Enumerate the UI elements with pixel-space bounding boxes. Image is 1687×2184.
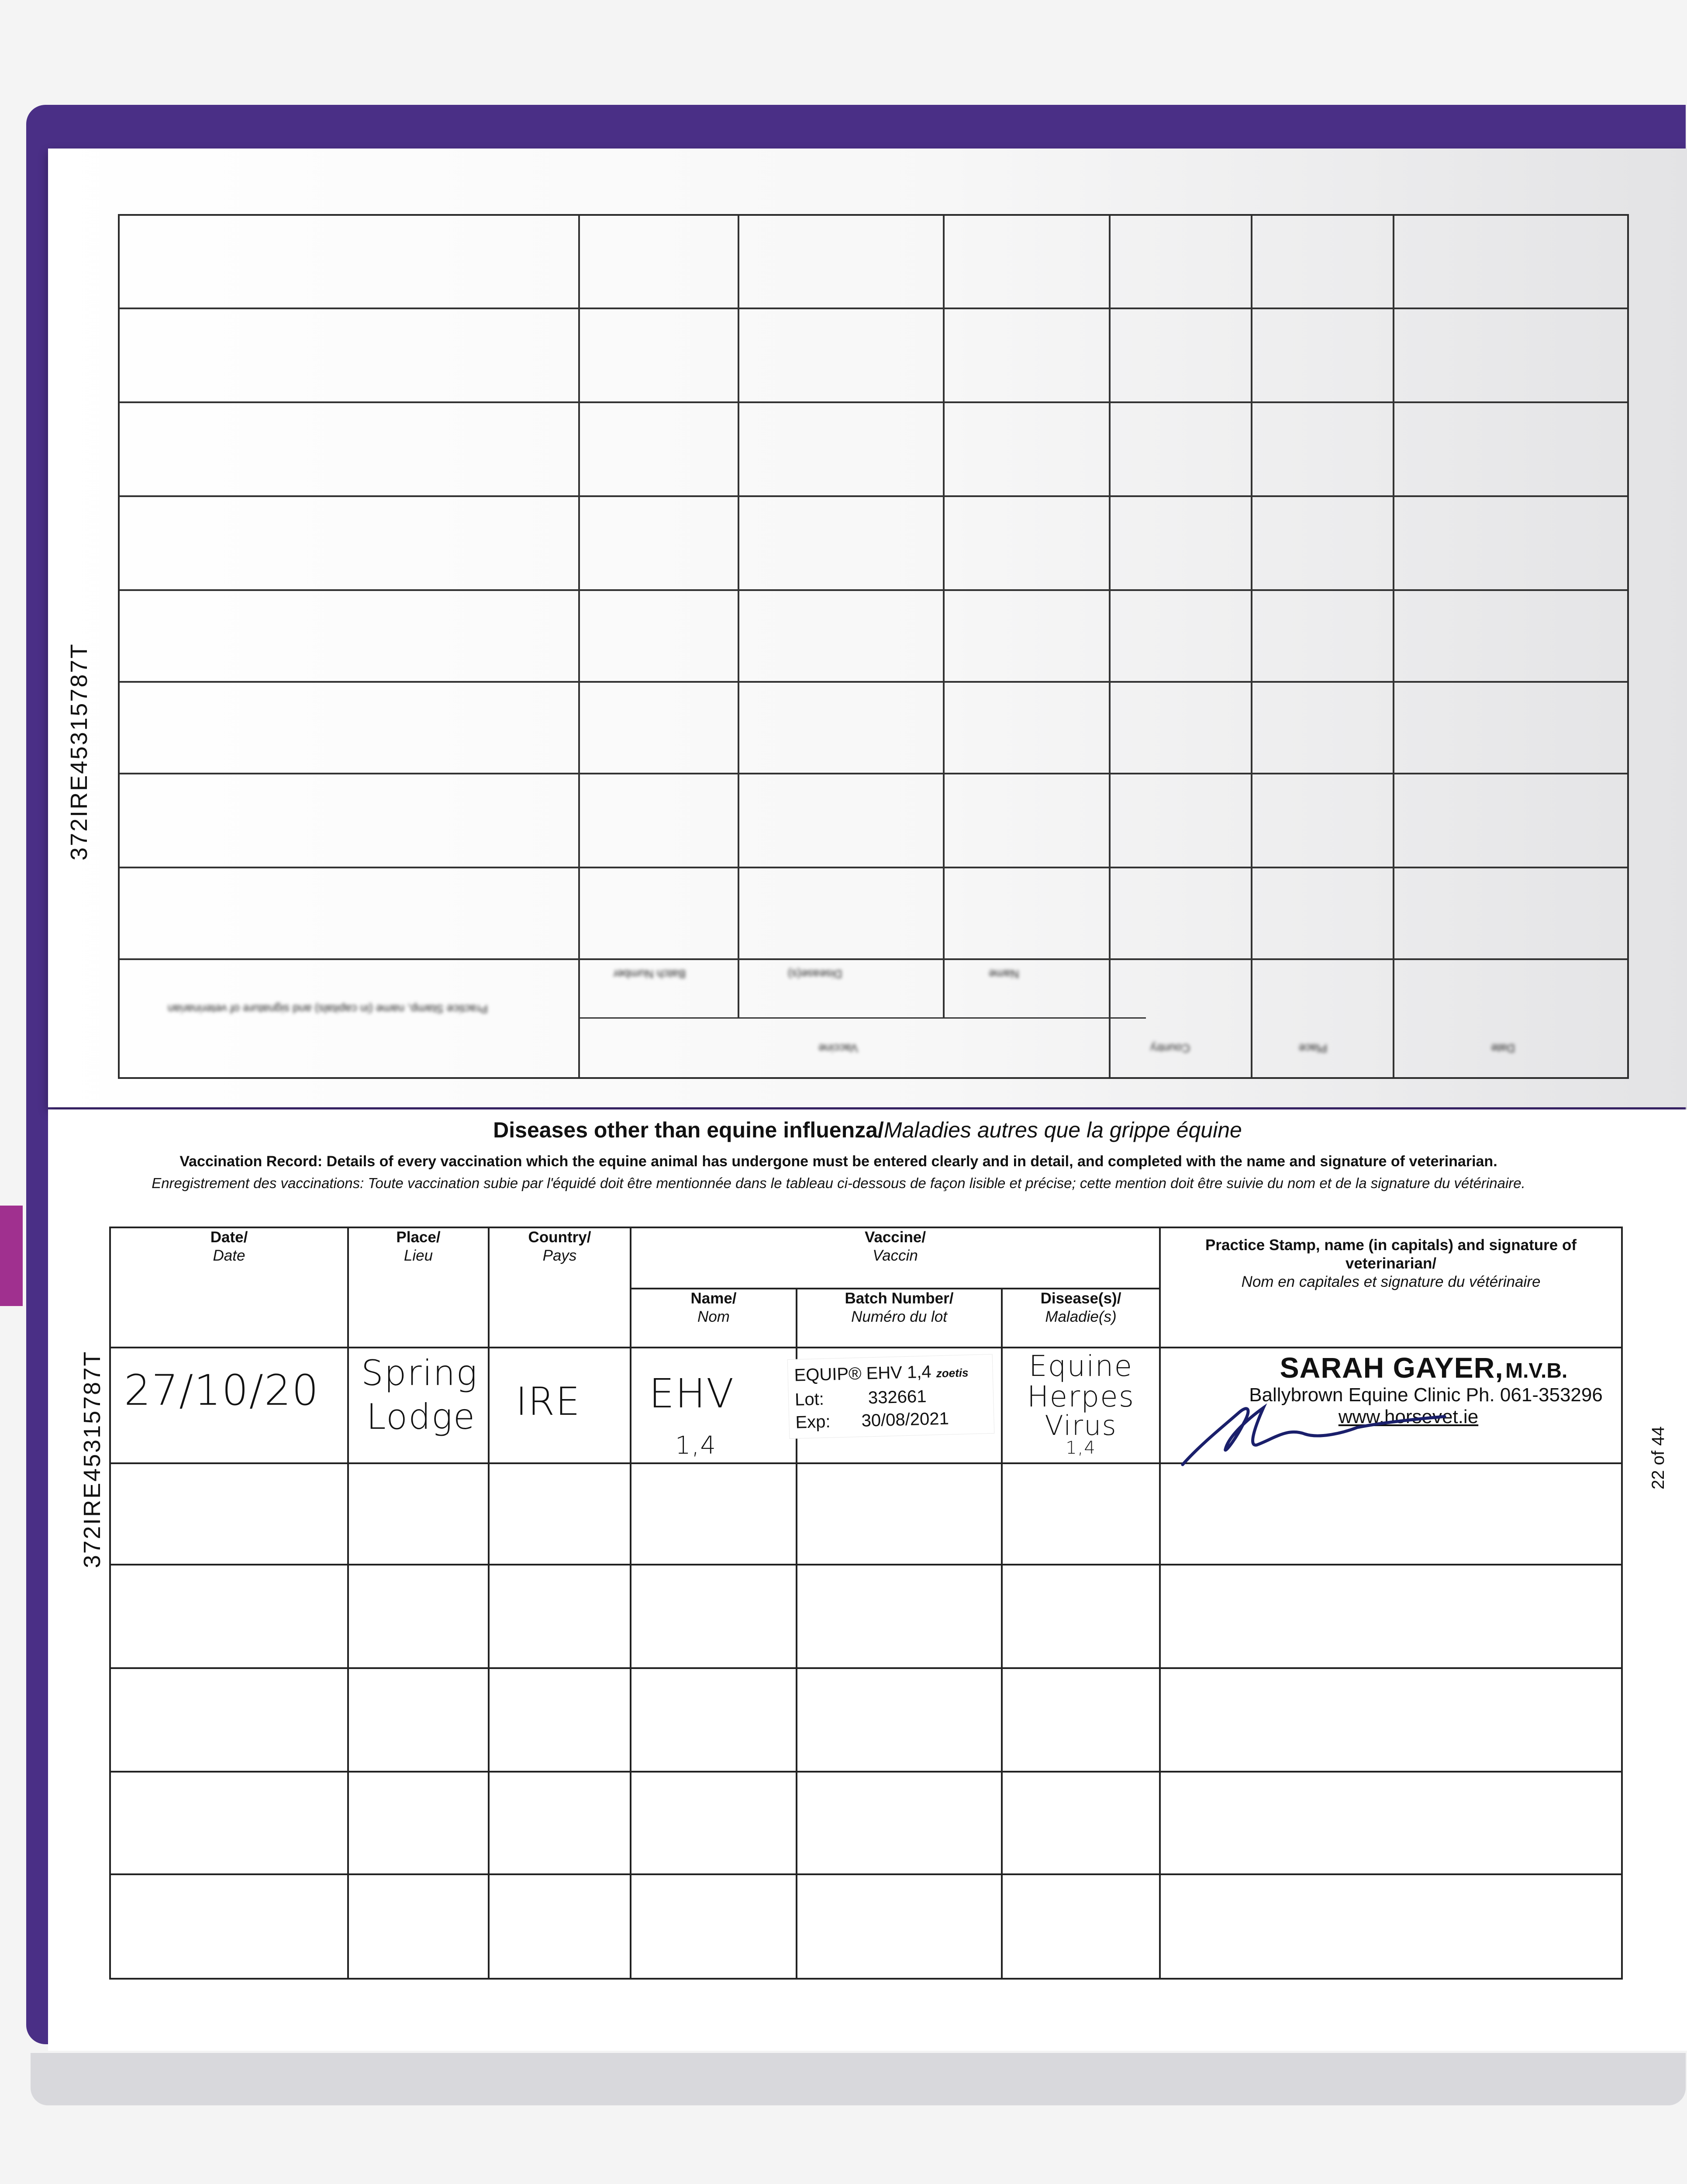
entry-batch-cell bbox=[794, 1348, 1002, 1463]
header-disease: Disease(s)/ Maladie(s) bbox=[1002, 1289, 1160, 1348]
vaccination-note-fr: Enregistrement des vaccinations: Toute vaccination subie par l'équidé doit être mentionnée dans le tableau ci-dessous de façon lisible et précise; cette mention doit être suivie du nom et de la signature du vétérinaire. bbox=[152, 1175, 1525, 1191]
entry-country-cell bbox=[489, 1348, 631, 1463]
entry-disease-line3: Virus bbox=[1045, 1410, 1117, 1441]
entry-place-cell bbox=[348, 1348, 489, 1463]
entry-place-line1: Spring bbox=[361, 1353, 478, 1393]
header-stamp: Practice Stamp, name (in capitals) and signature of veterinarian/ Nom en capitales et signature du vétérinaire bbox=[1160, 1227, 1622, 1348]
entry-place-line2: Lodge bbox=[366, 1396, 476, 1437]
section-title bbox=[48, 1117, 1687, 1143]
bookmark-ribbon bbox=[0, 1206, 23, 1306]
mirrored-header-name: Name bbox=[989, 968, 1019, 981]
zoetis-logo: zoetis bbox=[936, 1366, 969, 1380]
mirrored-header-country: Country bbox=[1150, 1042, 1190, 1055]
top-vaccination-grid bbox=[118, 214, 1629, 1079]
sticker-exp-label: Exp: bbox=[795, 1412, 831, 1432]
header-place: Place/ Lieu bbox=[348, 1227, 489, 1348]
table-row bbox=[110, 1874, 1622, 1979]
entry-country: IRE bbox=[516, 1379, 581, 1424]
batch-label-sticker bbox=[788, 1355, 994, 1438]
entry-vaccine-name-line1: EHV bbox=[649, 1370, 735, 1417]
sticker-exp: 30/08/2021 bbox=[861, 1409, 949, 1431]
sticker-lot: 332661 bbox=[868, 1386, 927, 1408]
entry-stamp-cell bbox=[1160, 1348, 1622, 1463]
mirrored-header-disease: Disease(s) bbox=[788, 968, 842, 981]
entry-disease-line1: Equine bbox=[1028, 1349, 1133, 1383]
passport-id-bottom: 372IRE45315787T bbox=[79, 1350, 105, 1568]
entry-disease-cell bbox=[1002, 1348, 1160, 1463]
vaccination-table bbox=[109, 1227, 1623, 1980]
mirrored-header-date: Date bbox=[1491, 1042, 1515, 1055]
page-number: 22 of 44 bbox=[1649, 1426, 1668, 1489]
vaccination-note-en: Vaccination Record: Details of every vaccination which the equine animal has undergone must be entered clearly and in detail, and completed with the name and signature of veterinarian. bbox=[179, 1153, 1497, 1170]
table-row bbox=[110, 1348, 1622, 1463]
section-title-en: Diseases other than equine influenza/ bbox=[493, 1118, 884, 1142]
entry-disease-line4: 1,4 bbox=[1066, 1438, 1096, 1458]
vet-name: SARAH GAYER, bbox=[1280, 1351, 1504, 1384]
clinic-website: www.horsevet.ie bbox=[1338, 1406, 1479, 1427]
sticker-product: EQUIP® EHV 1,4 bbox=[794, 1362, 932, 1385]
vet-signature bbox=[1174, 1393, 1480, 1469]
mirrored-header-stamp: Practice Stamp, name (in capitals) and signature of veterinarian bbox=[168, 1002, 488, 1016]
vet-title: M.V.B. bbox=[1505, 1359, 1568, 1382]
header-vaccine: Vaccine/ Vaccin bbox=[631, 1227, 1160, 1289]
entry-vaccine-name-line2: 1,4 bbox=[675, 1431, 717, 1460]
header-country: Country/ Pays bbox=[489, 1227, 631, 1348]
table-row bbox=[110, 1565, 1622, 1668]
passport-cover-edge bbox=[31, 2053, 1686, 2105]
header-batch-number: Batch Number/ Numéro du lot bbox=[797, 1289, 1002, 1348]
mirrored-header-batch: Batch Number bbox=[613, 968, 686, 981]
entry-vaccine-name-cell bbox=[631, 1348, 797, 1463]
mirrored-header-vaccine: Vaccine bbox=[818, 1042, 858, 1055]
top-page bbox=[48, 149, 1687, 1107]
entry-date: 27/10/20 bbox=[124, 1366, 320, 1415]
header-date: Date/ Date bbox=[110, 1227, 348, 1348]
section-title-fr: Maladies autres que la grippe équine bbox=[883, 1118, 1242, 1142]
table-row bbox=[110, 1772, 1622, 1874]
mirrored-header-place: Place bbox=[1299, 1042, 1328, 1055]
header-vaccine-name: Name/ Nom bbox=[631, 1289, 797, 1348]
sticker-lot-label: Lot: bbox=[794, 1389, 825, 1410]
table-row bbox=[110, 1668, 1622, 1772]
entry-date-cell bbox=[110, 1348, 348, 1463]
table-row bbox=[110, 1463, 1622, 1565]
clinic-name: Ballybrown Equine Clinic Ph. 061-353296 bbox=[1249, 1384, 1603, 1406]
passport-id-top: 372IRE45315787T bbox=[66, 643, 92, 860]
entry-disease-line2: Herpes bbox=[1027, 1380, 1135, 1413]
